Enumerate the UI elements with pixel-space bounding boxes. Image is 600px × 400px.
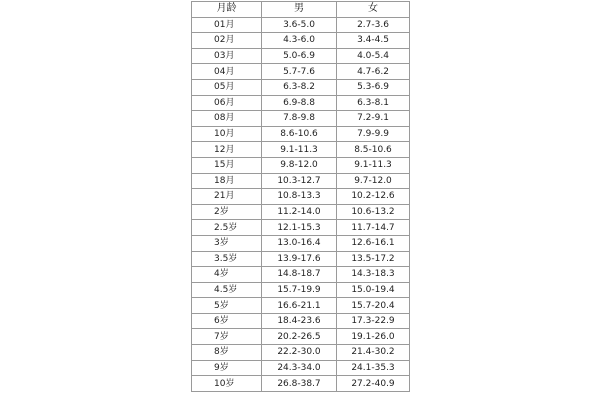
boy-range-cell: 26.8-38.7 — [262, 376, 337, 392]
age-cell: 05月 — [192, 79, 262, 95]
girl-range-cell: 15.0-19.4 — [337, 282, 410, 298]
boy-range-cell: 13.9-17.6 — [262, 251, 337, 267]
girl-range-cell: 10.6-13.2 — [337, 204, 410, 220]
age-cell: 5岁 — [192, 298, 262, 314]
boy-range-cell: 10.3-12.7 — [262, 173, 337, 189]
table-row — [192, 376, 410, 392]
age-cell: 10岁 — [192, 376, 262, 392]
table-row — [192, 111, 410, 127]
header-age: 月龄 — [192, 2, 262, 18]
table-row — [192, 329, 410, 345]
boy-range-cell: 6.3-8.2 — [262, 79, 337, 95]
header-boy: 男 — [262, 2, 337, 18]
boy-range-cell: 12.1-15.3 — [262, 220, 337, 236]
boy-range-cell: 24.3-34.0 — [262, 360, 337, 376]
girl-range-cell: 13.5-17.2 — [337, 251, 410, 267]
girl-range-cell: 24.1-35.3 — [337, 360, 410, 376]
age-cell: 3岁 — [192, 235, 262, 251]
age-cell: 3.5岁 — [192, 251, 262, 267]
header-girl: 女 — [337, 2, 410, 18]
age-cell: 6岁 — [192, 313, 262, 329]
table-row — [192, 189, 410, 205]
age-cell: 01月 — [192, 17, 262, 33]
age-cell: 4岁 — [192, 267, 262, 283]
table-row — [192, 282, 410, 298]
girl-range-cell: 3.4-4.5 — [337, 33, 410, 49]
age-cell: 04月 — [192, 64, 262, 80]
boy-range-cell: 9.1-11.3 — [262, 142, 337, 158]
table-row — [192, 48, 410, 64]
table-row — [192, 220, 410, 236]
table-row — [192, 251, 410, 267]
boy-range-cell: 15.7-19.9 — [262, 282, 337, 298]
boy-range-cell: 6.9-8.8 — [262, 95, 337, 111]
boy-range-cell: 20.2-26.5 — [262, 329, 337, 345]
weight-range-table — [191, 1, 410, 392]
table-row — [192, 157, 410, 173]
boy-range-cell: 16.6-21.1 — [262, 298, 337, 314]
age-cell: 4.5岁 — [192, 282, 262, 298]
age-cell: 08月 — [192, 111, 262, 127]
table-row — [192, 64, 410, 80]
boy-range-cell: 3.6-5.0 — [262, 17, 337, 33]
age-cell: 7岁 — [192, 329, 262, 345]
boy-range-cell: 18.4-23.6 — [262, 313, 337, 329]
table-row — [192, 313, 410, 329]
girl-range-cell: 17.3-22.9 — [337, 313, 410, 329]
girl-range-cell: 11.7-14.7 — [337, 220, 410, 236]
boy-range-cell: 9.8-12.0 — [262, 157, 337, 173]
age-cell: 06月 — [192, 95, 262, 111]
age-cell: 2岁 — [192, 204, 262, 220]
boy-range-cell: 5.7-7.6 — [262, 64, 337, 80]
table-row — [192, 298, 410, 314]
girl-range-cell: 6.3-8.1 — [337, 95, 410, 111]
boy-range-cell: 10.8-13.3 — [262, 189, 337, 205]
girl-range-cell: 12.6-16.1 — [337, 235, 410, 251]
table-row — [192, 17, 410, 33]
girl-range-cell: 21.4-30.2 — [337, 345, 410, 361]
table-row — [192, 95, 410, 111]
girl-range-cell: 4.7-6.2 — [337, 64, 410, 80]
girl-range-cell: 14.3-18.3 — [337, 267, 410, 283]
table-row — [192, 204, 410, 220]
girl-range-cell: 7.9-9.9 — [337, 126, 410, 142]
girl-range-cell: 27.2-40.9 — [337, 376, 410, 392]
girl-range-cell: 8.5-10.6 — [337, 142, 410, 158]
boy-range-cell: 8.6-10.6 — [262, 126, 337, 142]
girl-range-cell: 5.3-6.9 — [337, 79, 410, 95]
table-row — [192, 142, 410, 158]
girl-range-cell: 9.7-12.0 — [337, 173, 410, 189]
girl-range-cell: 7.2-9.1 — [337, 111, 410, 127]
boy-range-cell: 5.0-6.9 — [262, 48, 337, 64]
age-cell: 10月 — [192, 126, 262, 142]
boy-range-cell: 13.0-16.4 — [262, 235, 337, 251]
age-cell: 18月 — [192, 173, 262, 189]
age-cell: 8岁 — [192, 345, 262, 361]
boy-range-cell: 7.8-9.8 — [262, 111, 337, 127]
table-body — [192, 17, 410, 391]
table-row — [192, 267, 410, 283]
boy-range-cell: 14.8-18.7 — [262, 267, 337, 283]
table-row — [192, 79, 410, 95]
age-cell: 21月 — [192, 189, 262, 205]
table-row — [192, 33, 410, 49]
age-cell: 15月 — [192, 157, 262, 173]
table-row — [192, 126, 410, 142]
girl-range-cell: 4.0-5.4 — [337, 48, 410, 64]
age-cell: 9岁 — [192, 360, 262, 376]
table-row — [192, 173, 410, 189]
girl-range-cell: 10.2-12.6 — [337, 189, 410, 205]
girl-range-cell: 19.1-26.0 — [337, 329, 410, 345]
girl-range-cell: 9.1-11.3 — [337, 157, 410, 173]
age-cell: 03月 — [192, 48, 262, 64]
age-cell: 02月 — [192, 33, 262, 49]
table-header-row — [192, 2, 410, 18]
girl-range-cell: 2.7-3.6 — [337, 17, 410, 33]
age-cell: 2.5岁 — [192, 220, 262, 236]
table-row — [192, 235, 410, 251]
age-cell: 12月 — [192, 142, 262, 158]
boy-range-cell: 11.2-14.0 — [262, 204, 337, 220]
table-row — [192, 345, 410, 361]
table-row — [192, 360, 410, 376]
boy-range-cell: 4.3-6.0 — [262, 33, 337, 49]
girl-range-cell: 15.7-20.4 — [337, 298, 410, 314]
boy-range-cell: 22.2-30.0 — [262, 345, 337, 361]
